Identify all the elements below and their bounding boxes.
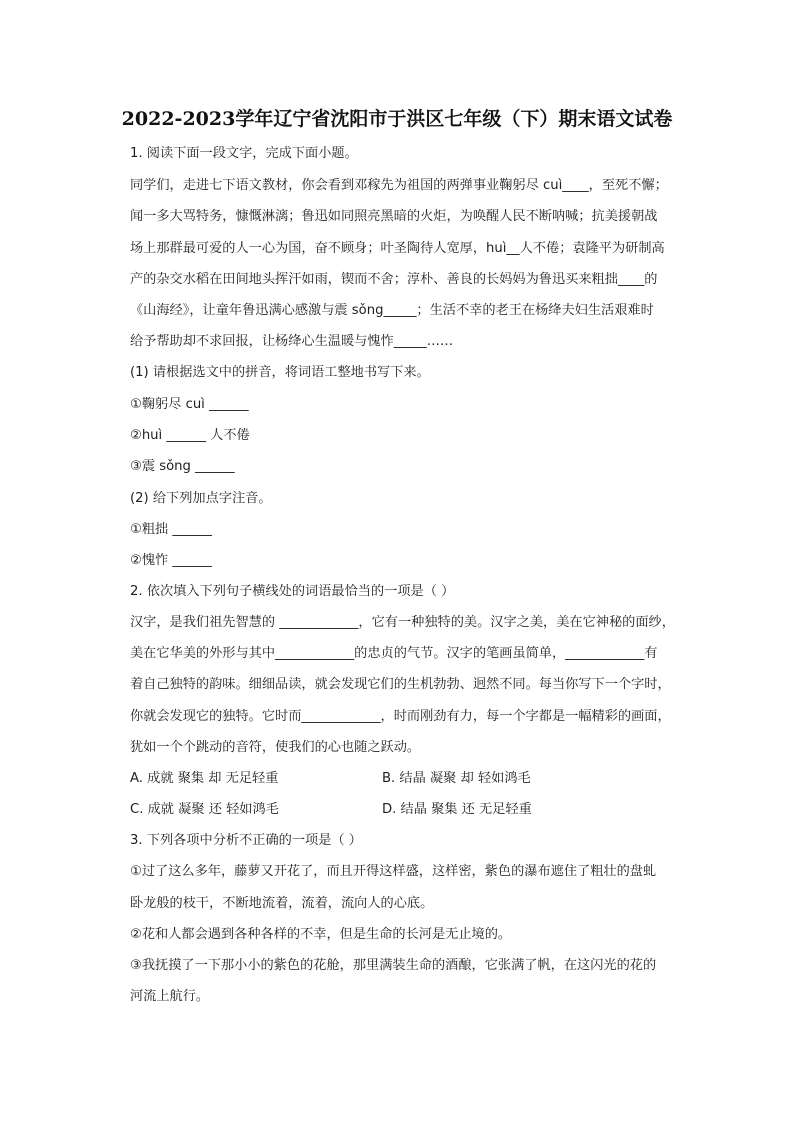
- q2-passage-line-1: 汉字，是我们祖先智慧的 ____________，它有一种独特的美。汉字之美，美在它神秘的面纱，: [130, 615, 675, 630]
- q2-option-d: D. 结晶 聚集 还 无足轻重: [382, 802, 532, 817]
- q2-option-a: A. 成就 聚集 却 无足轻重: [130, 771, 279, 786]
- q2-option-b: B. 结晶 凝聚 却 轻如鸿毛: [382, 771, 531, 786]
- q1-passage-line-2: 闻一多大骂特务，慷慨淋漓；鲁迅如同照亮黑暗的火炬，为唤醒人民不断呐喊；抗美援朝战: [130, 209, 658, 224]
- q2-option-c: C. 成就 凝聚 还 轻如鸿毛: [130, 802, 279, 817]
- q1-sub2-item-2: ②愧怍 ______: [130, 553, 212, 568]
- q1-sub1-item-1: ①鞠躬尽 cuì ______: [130, 397, 249, 412]
- q1-sub1-item-2: ②huì ______ 人不倦: [130, 428, 250, 443]
- q1-passage-line-4: 产的杂交水稻在田间地头挥汗如雨，锲而不舍；淳朴、善良的长妈妈为鲁迅买来粗拙____的: [130, 272, 658, 287]
- q3-stem: 3. 下列各项中分析不正确的一项是（ ）: [130, 833, 362, 848]
- q3-line-4: ③我抚摸了一下那小小的紫色的花舱，那里满装生命的酒酿，它张满了帆，在这闪光的花的: [130, 958, 657, 973]
- q1-stem: 1. 阅读下面一段文字，完成下面小题。: [130, 146, 358, 161]
- q3-line-5: 河流上航行。: [130, 989, 210, 1004]
- q2-passage-line-2: 美在它华美的外形与其中____________的忠贞的气节。汉字的笔画虽简单，____________有: [130, 646, 658, 661]
- q1-sub2-prompt: (2) 给下列加点字注音。: [130, 491, 272, 506]
- q2-stem: 2. 依次填入下列句子横线处的词语最恰当的一项是（ ）: [130, 584, 455, 599]
- q1-sub1-item-3: ③震 sǒng ______: [130, 459, 235, 474]
- q1-sub2-item-1: ①粗拙 ______: [130, 522, 212, 537]
- q2-passage-line-3: 着自己独特的韵味。细细品读，就会发现它们的生机勃勃、迥然不同。每当你写下一个字时，: [130, 677, 671, 692]
- q2-passage-line-5: 犹如一个个跳动的音符，使我们的心也随之跃动。: [130, 740, 421, 755]
- exam-title: 2022-2023学年辽宁省沈阳市于洪区七年级（下）期末语文试卷: [121, 108, 673, 130]
- q2-passage-line-4: 你就会发现它的独特。它时而____________，时而刚劲有力，每一个字都是一幅精彩的画面，: [130, 709, 671, 724]
- q3-line-1: ①过了这么多年，藤萝又开花了，而且开得这样盛，这样密，紫色的瀑布遮住了粗壮的盘虬: [130, 864, 657, 879]
- q1-passage-line-5: 《山海经》，让童年鲁迅满心感激与震 sǒng_____；生活不幸的老王在杨绛夫妇生活艰难时: [130, 303, 654, 318]
- q3-line-2: 卧龙般的枝干，不断地流着，流着，流向人的心底。: [130, 896, 434, 911]
- q1-passage-line-6: 给予帮助却不求回报，让杨绛心生温暖与愧怍_____……: [130, 334, 454, 349]
- q1-passage-line-1: 同学们，走进七下语文教材，你会看到邓稼先为祖国的两弹事业鞠躬尽 cuì____，至死不懈；: [130, 178, 668, 193]
- q3-line-3: ②花和人都会遇到各种各样的不幸，但是生命的长河是无止境的。: [130, 927, 512, 942]
- q1-passage-line-3: 场上那群最可爱的人一心为国，奋不顾身；叶圣陶待人宽厚，huì__人不倦；袁隆平为研制高: [130, 241, 665, 256]
- q1-sub1-prompt: (1) 请根据选文中的拼音，将词语工整地书写下来。: [130, 365, 430, 380]
